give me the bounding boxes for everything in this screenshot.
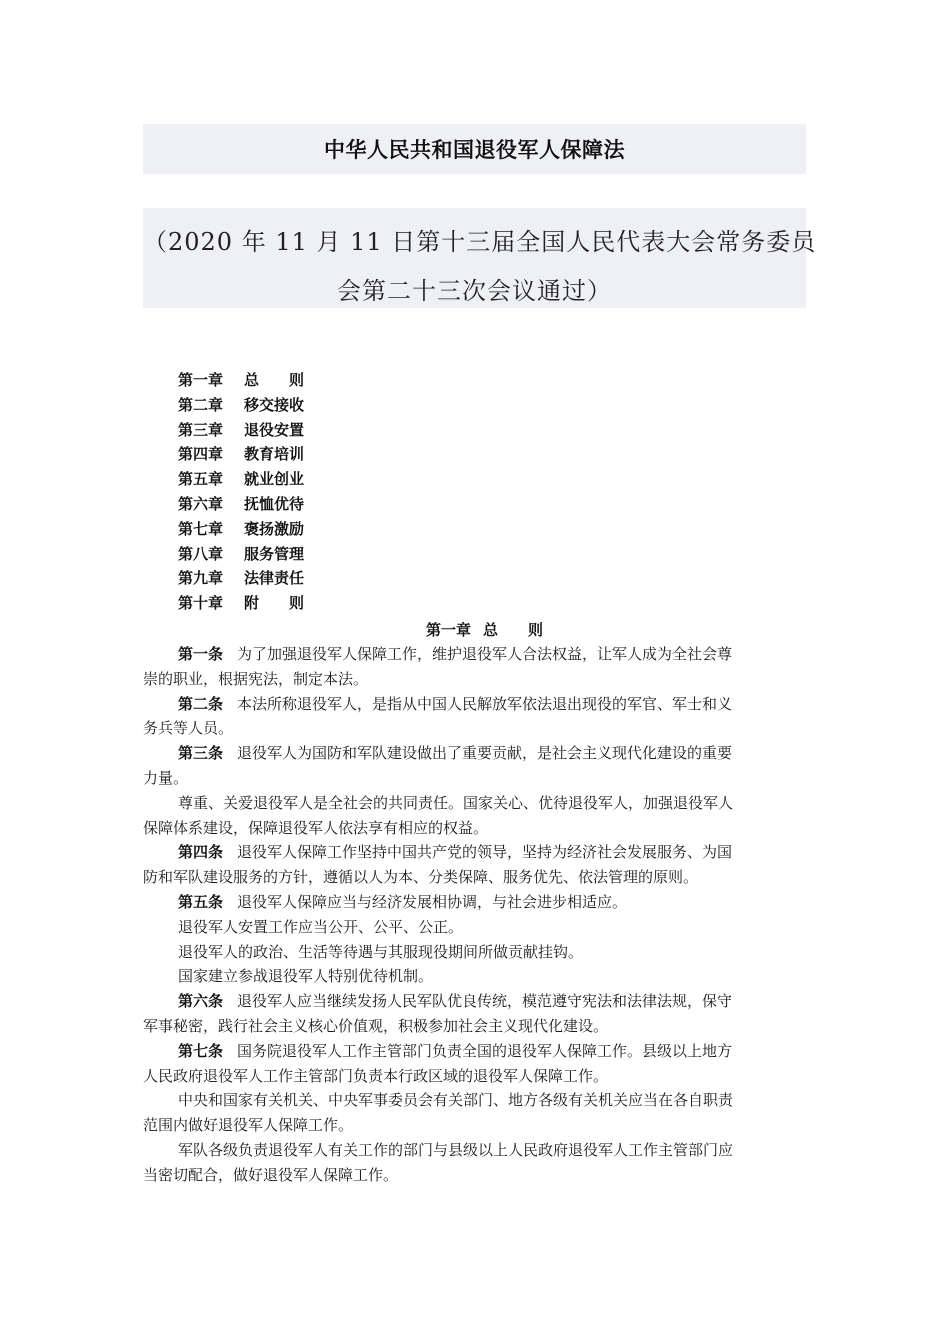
toc-chapter-number: 第八章 [178,544,224,563]
toc-item [178,591,304,616]
paragraph-line [143,766,806,791]
line-text: 退役军人保障工作坚持中国共产党的领导，坚持为经济社会发展服务、为国 [237,843,733,862]
line-text: 为了加强退役军人保障工作，维护退役军人合法权益，让军人成为全社会尊 [237,645,733,663]
paragraph-line [143,816,806,841]
article-label: 第一条 [178,645,224,663]
paragraph-line [143,915,806,940]
line-text: 军队各级负责退役军人有关工作的部门与县级以上人民政府退役军人工作主管部门应 [178,1140,734,1159]
toc-item [178,542,304,567]
line-text: 本法所称退役军人，是指从中国人民解放军依法退出现役的军官、军士和义 [237,694,733,713]
table-of-contents [178,368,304,616]
article-paragraph [143,642,806,692]
toc-chapter-number: 第四章 [178,445,224,464]
paragraph-line [143,1039,806,1064]
chapter-body [143,642,806,1188]
line-text: 防和军队建设服务的方针，遵循以人为本、分类保障、服务优先、依法管理的原则。 [143,868,699,887]
toc-chapter-number: 第一章 [178,371,224,389]
paragraph-line [143,1113,806,1138]
paragraph-line [143,667,806,692]
document-title: 中华人民共和国退役军人保障法 [324,138,625,162]
subtitle-line-1: （2020 年 11 月 11 日第十三届全国人民代表大会常务委员 [143,228,817,256]
article-label: 第四条 [178,843,224,862]
paragraph-line [143,692,806,717]
article-label: 第七条 [178,1041,224,1060]
toc-chapter-number: 第六章 [178,494,224,513]
paragraph [143,1088,806,1138]
article-paragraph [143,890,806,915]
toc-chapter-number: 第九章 [178,569,224,588]
paragraph-line [143,1014,806,1039]
line-text: 当密切配合，做好退役军人保障工作。 [143,1165,399,1184]
line-text: 国务院退役军人工作主管部门负责全国的退役军人保障工作。县级以上地方 [237,1041,733,1060]
article-label: 第三条 [178,744,224,763]
toc-chapter-name: 总 则 [244,371,305,389]
toc-item [178,418,304,443]
article-label: 第六条 [178,992,224,1011]
toc-item [178,442,304,467]
paragraph-line [143,890,806,915]
article-paragraph [143,741,806,791]
toc-item [178,393,304,418]
subtitle-banner [143,208,817,308]
chapter-number: 第一章 [426,621,472,639]
line-text: 保障体系建设，保障退役军人依法享有相应的权益。 [143,818,489,837]
line-text: 国家建立参战退役军人特别优待机制。 [178,967,434,986]
article-label: 第二条 [178,694,224,713]
toc-chapter-name: 退役安置 [244,420,305,439]
article-paragraph [143,989,806,1039]
toc-chapter-number: 第十章 [178,594,224,613]
paragraph-line [143,1138,806,1163]
paragraph [143,915,806,940]
subtitle-line-2: 会第二十三次会议通过） [337,277,612,305]
toc-chapter-number: 第五章 [178,470,224,489]
article-label: 第五条 [178,892,224,911]
article-paragraph [143,840,806,890]
title-banner [143,124,806,174]
toc-item [178,368,304,393]
article-paragraph [143,692,806,742]
paragraph-line [143,642,806,667]
line-text: 范围内做好退役军人保障工作。 [143,1116,354,1135]
toc-item [178,566,304,591]
line-text: 退役军人为国防和军队建设做出了重要贡献，是社会主义现代化建设的重要 [237,744,733,763]
toc-chapter-name: 褒扬激励 [244,519,305,538]
chapter-name: 总 则 [483,621,544,639]
line-text: 崇的职业，根据宪法，制定本法。 [143,669,369,688]
toc-item [178,467,304,492]
line-text: 中央和国家有关机关、中央军事委员会有关部门、地方各级有关机关应当在各自职责 [178,1091,734,1110]
paragraph [143,940,806,965]
line-text: 人民政府退役军人工作主管部门负责本行政区域的退役军人保障工作。 [143,1066,609,1085]
toc-chapter-name: 抚恤优待 [244,494,305,513]
paragraph [143,1138,806,1188]
paragraph-line [143,791,806,816]
paragraph-line [143,840,806,865]
line-text: 退役军人应当继续发扬人民军队优良传统，模范遵守宪法和法律法规，保守 [237,992,733,1011]
toc-chapter-name: 法律责任 [244,569,305,588]
line-text: 退役军人的政治、生活等待遇与其服现役期间所做贡献挂钩。 [178,942,584,961]
paragraph-line [143,716,806,741]
paragraph-line [143,964,806,989]
paragraph-line [143,1163,806,1188]
line-text: 退役军人安置工作应当公开、公平、公正。 [178,917,464,936]
toc-chapter-name: 服务管理 [244,544,305,563]
toc-item [178,517,304,542]
line-text: 退役军人保障应当与经济发展相协调，与社会进步相适应。 [237,892,628,911]
line-text: 军事秘密，践行社会主义核心价值观，积极参加社会主义现代化建设。 [143,1016,609,1035]
line-text: 力量。 [143,768,189,787]
paragraph-line [143,865,806,890]
paragraph [143,964,806,989]
line-text: 务兵等人员。 [143,719,234,738]
paragraph-line [143,1088,806,1113]
paragraph-line [143,1064,806,1089]
toc-chapter-name: 附 则 [244,594,305,613]
paragraph [143,791,806,841]
article-paragraph [143,1039,806,1089]
toc-chapter-number: 第二章 [178,395,224,414]
toc-chapter-number: 第三章 [178,420,224,439]
toc-item [178,492,304,517]
toc-chapter-name: 移交接收 [244,395,305,414]
toc-chapter-number: 第七章 [178,519,224,538]
toc-chapter-name: 教育培训 [244,445,305,464]
paragraph-line [143,940,806,965]
chapter-heading [426,619,543,640]
line-text: 尊重、关爱退役军人是全社会的共同责任。国家关心、优待退役军人，加强退役军人 [178,793,734,812]
paragraph-line [143,741,806,766]
toc-chapter-name: 就业创业 [244,470,305,489]
paragraph-line [143,989,806,1014]
